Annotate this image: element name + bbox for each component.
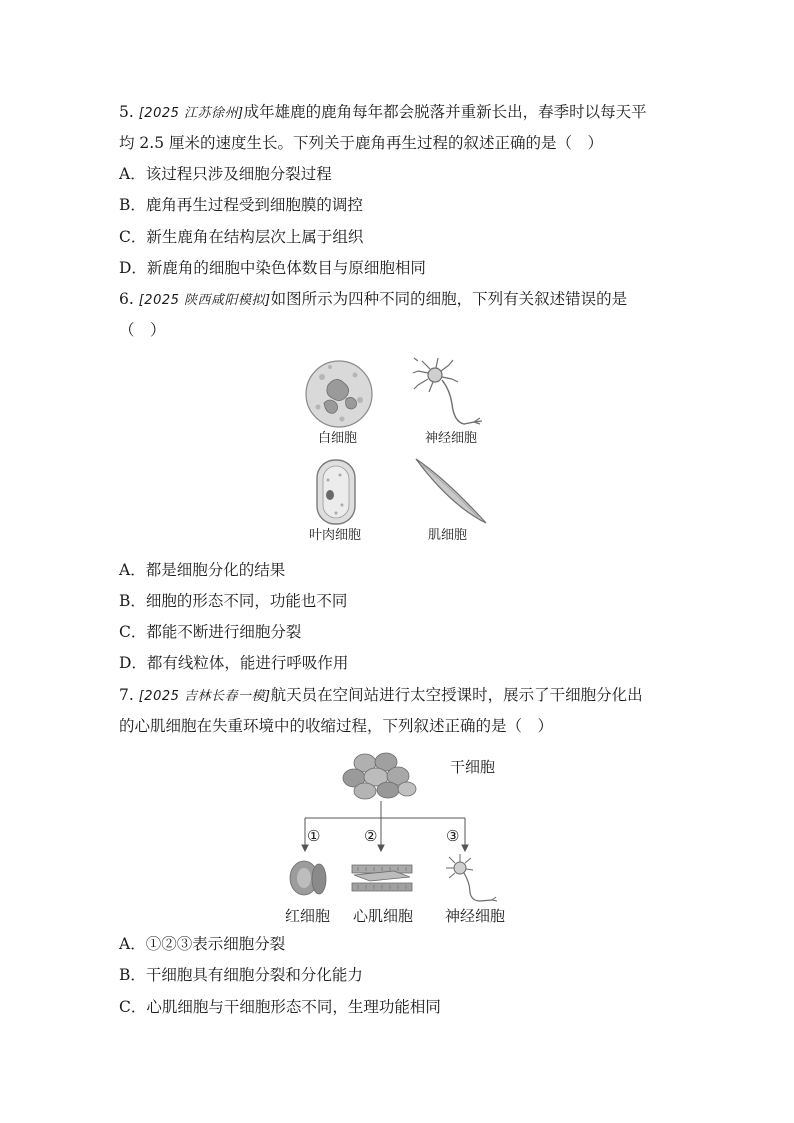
- q5-number: 5.: [119, 103, 134, 121]
- muscle-cell-label: 肌细胞: [428, 528, 468, 543]
- path-2-label: ②: [364, 827, 378, 845]
- q7-source: [2025 吉林长春一模]: [138, 689, 271, 704]
- q6-stem-line2: （ ）: [119, 321, 166, 339]
- stem-cells-image: [343, 753, 416, 799]
- q5-option-c: C．新生鹿角在结构层次上属于组织: [119, 228, 364, 246]
- q7-nerve-cell-image: [446, 854, 497, 901]
- q6-stem-text1: 如图所示为四种不同的细胞，下列有关叙述错误的是: [270, 290, 628, 308]
- path-3-label: ③: [446, 827, 460, 845]
- q5-stem-text1: 成年雄鹿的鹿角每年都会脱落并重新长出，春季时以每天平: [243, 103, 647, 121]
- mesophyll-cell-label: 叶肉细胞: [309, 528, 362, 543]
- q7-number: 7.: [119, 686, 134, 704]
- q6-option-d: D．都有线粒体，能进行呼吸作用: [119, 654, 349, 672]
- q5-stem-line1: [119, 101, 647, 125]
- q5-option-d: D．新鹿角的细胞中染色体数目与原细胞相同: [119, 259, 426, 277]
- path-1-label: ①: [307, 827, 321, 845]
- q6-option-c: C．都能不断进行细胞分裂: [119, 623, 302, 641]
- q7-nerve-cell-label: 神经细胞: [445, 907, 506, 925]
- nerve-cell-image: [413, 358, 482, 424]
- q7-stem-text1: 航天员在空间站进行太空授课时，展示了干细胞分化出: [270, 686, 643, 704]
- q6-option-a: A．都是细胞分化的结果: [119, 561, 286, 579]
- stem-cell-label: 干细胞: [450, 758, 496, 776]
- q6-number: 6.: [119, 290, 134, 308]
- muscle-cell-image: [416, 459, 486, 523]
- q5-option-b: B．鹿角再生过程受到细胞膜的调控: [119, 196, 363, 214]
- red-blood-cells-image: [290, 861, 326, 895]
- white-blood-cell-image: [306, 361, 372, 427]
- q7-stem-line1: [119, 684, 643, 708]
- q7-option-a: A．①②③表示细胞分裂: [119, 935, 286, 953]
- q5-stem-line2: 均 2.5 厘米的速度生长。下列关于鹿角再生过程的叙述正确的是（ ）: [119, 134, 604, 152]
- mesophyll-cell-image: [317, 460, 355, 524]
- heart-muscle-cells-image: [352, 865, 412, 891]
- q7-stem-line2: 的心肌细胞在失重环境中的收缩过程，下列叙述正确的是（ ）: [119, 717, 554, 735]
- q7-option-c: C．心肌细胞与干细胞形态不同，生理功能相同: [119, 998, 441, 1016]
- white-cell-label: 白细胞: [318, 431, 358, 446]
- q6-source: [2025 陕西咸阳模拟]: [138, 293, 271, 308]
- differentiation-arrows: [302, 801, 468, 851]
- q6-stem-line1: [119, 288, 627, 312]
- q5-option-a: A．该过程只涉及细胞分裂过程: [119, 165, 332, 183]
- heart-cell-label: 心肌细胞: [353, 907, 414, 925]
- red-cell-label: 红细胞: [285, 907, 331, 925]
- q7-option-b: B．干细胞具有细胞分裂和分化能力: [119, 966, 363, 984]
- q5-source: [2025 江苏徐州]: [138, 106, 244, 121]
- q6-option-b: B．细胞的形态不同，功能也不同: [119, 592, 348, 610]
- nerve-cell-label: 神经细胞: [425, 431, 478, 446]
